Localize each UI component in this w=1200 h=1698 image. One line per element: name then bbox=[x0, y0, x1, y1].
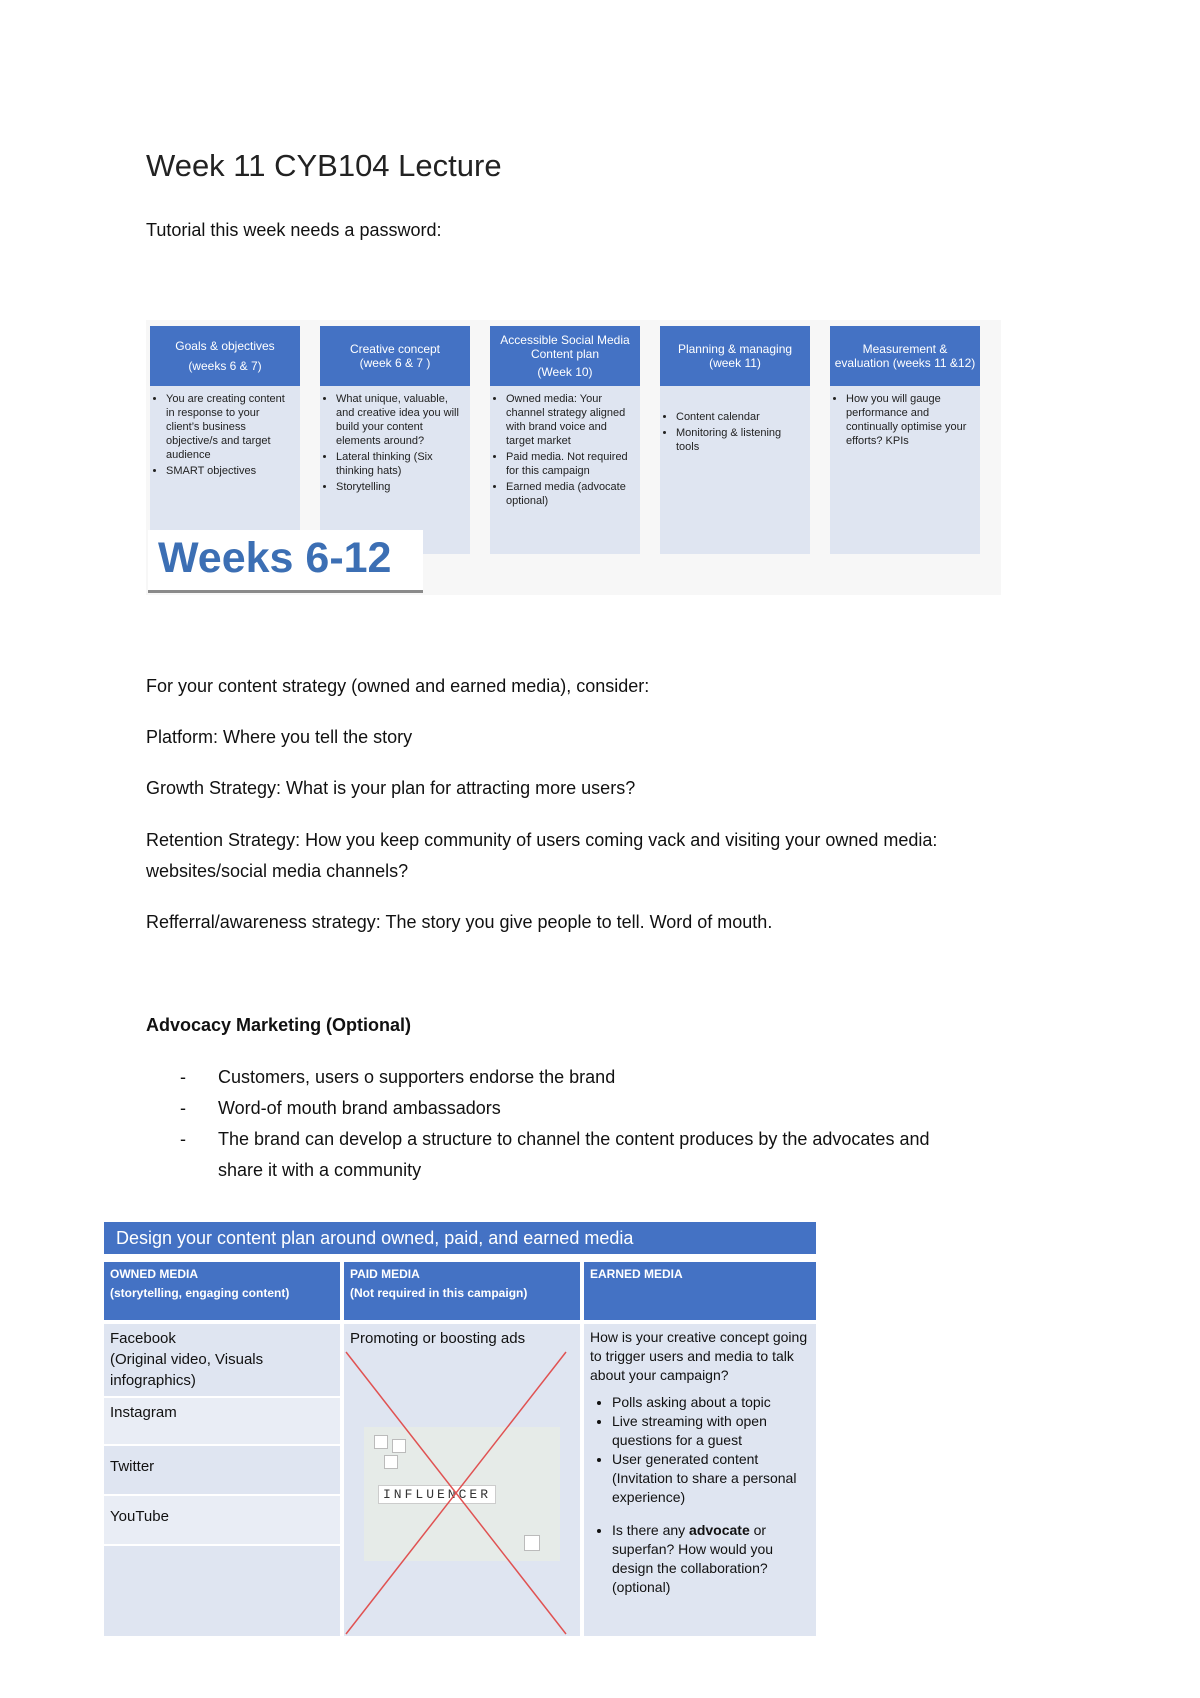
weeks-label: Weeks 6-12 bbox=[148, 530, 423, 590]
advocate-bold: advocate bbox=[689, 1522, 750, 1538]
earned-item-advocate bbox=[612, 1521, 810, 1597]
column-header bbox=[660, 326, 810, 386]
strategy-growth: Growth Strategy: What is your plan for attracting more users? bbox=[146, 778, 636, 798]
advocacy-heading: Advocacy Marketing (Optional) bbox=[146, 1015, 412, 1035]
column-bullet: • Storytelling bbox=[336, 480, 464, 494]
column-title: Planning & managing bbox=[677, 342, 793, 356]
owned-media-header bbox=[104, 1262, 340, 1320]
advocacy-list bbox=[180, 1062, 1060, 1186]
earned-item: • User generated content (Invitation to share a personal experience) bbox=[612, 1450, 810, 1507]
list-item-text: The brand can develop a structure to channel the content produces by the advocates and bbox=[218, 1129, 930, 1149]
influencer-tiles: INFLUENCER bbox=[378, 1485, 496, 1504]
advocate-text: Is there any bbox=[612, 1522, 690, 1538]
earned-media-header bbox=[584, 1262, 816, 1320]
weeks-diagram bbox=[146, 320, 1001, 595]
not-required-cross bbox=[344, 1324, 580, 1636]
diagram-column-content-plan bbox=[490, 326, 640, 554]
column-bullet: • Owned media: Your channel strategy aligned with brand voice and target market bbox=[506, 392, 634, 448]
column-bullet: • Earned media (advocate optional) bbox=[506, 480, 634, 508]
media-table-banner: Design your content plan around owned, paid, and earned media bbox=[104, 1222, 816, 1254]
header-title: PAID MEDIA bbox=[350, 1267, 420, 1281]
advocate-text: or superfan? How would you design the collaboration? (optional) bbox=[612, 1522, 774, 1595]
diagram-column-planning bbox=[660, 326, 810, 554]
column-weeks: (week 6 & 7 ) bbox=[359, 356, 431, 370]
earned-media-cell bbox=[584, 1324, 816, 1636]
diagram-column-goals bbox=[150, 326, 300, 554]
column-bullet: • You are creating content in response to your client’s business objective/s and target audience bbox=[166, 392, 294, 462]
list-item-text: Customers, users o supporters endorse the brand bbox=[218, 1067, 616, 1087]
header-subtitle: (Not required in this campaign) bbox=[350, 1286, 528, 1300]
paid-text: Promoting or boosting ads bbox=[350, 1330, 526, 1347]
row-title: YouTube bbox=[110, 1508, 169, 1525]
list-item-text: share it with a community bbox=[218, 1160, 422, 1180]
strategy-platform: Platform: Where you tell the story bbox=[146, 727, 413, 747]
strategy-referral: Refferral/awareness strategy: The story you give people to tell. Word of mouth. bbox=[146, 912, 773, 932]
page-title: Week 11 CYB104 Lecture bbox=[146, 148, 502, 183]
strategy-retention: Retention Strategy: How you keep community of users coming vack and visiting your owned media: bbox=[146, 830, 938, 850]
column-title: Measurement & evaluation (weeks 11 &12) bbox=[834, 342, 976, 370]
tutorial-note: Tutorial this week needs a password: bbox=[146, 220, 442, 240]
column-bullet: • SMART objectives bbox=[166, 464, 294, 478]
column-title: Accessible Social Media Content plan bbox=[500, 333, 630, 361]
column-title: Goals & objectives bbox=[175, 339, 275, 353]
row-title: Twitter bbox=[110, 1458, 155, 1475]
row-detail: infographics) bbox=[110, 1372, 196, 1389]
column-weeks: (week 11) bbox=[709, 356, 761, 370]
list-item: - The brand can develop a structure to channel the content produces by the advocates and bbox=[180, 1124, 1060, 1155]
column-header bbox=[830, 326, 980, 386]
column-bullet: • What unique, valuable, and creative idea you will build your content elements around? bbox=[336, 392, 464, 448]
strategy-intro: For your content strategy (owned and earned media), consider: bbox=[146, 676, 650, 696]
strategy-retention-cont: websites/social media channels? bbox=[146, 861, 409, 881]
column-header bbox=[150, 326, 300, 386]
media-table bbox=[104, 1222, 816, 1636]
column-bullet: • Content calendar bbox=[676, 410, 804, 424]
owned-row-instagram bbox=[104, 1398, 340, 1444]
owned-row-twitter bbox=[104, 1446, 340, 1494]
weeks-underline bbox=[148, 590, 423, 593]
earned-item: • Polls asking about a topic bbox=[612, 1393, 810, 1412]
owned-row-empty bbox=[104, 1546, 340, 1636]
list-item-continued bbox=[180, 1155, 1060, 1186]
diagram-column-creative bbox=[320, 326, 470, 554]
list-item: - Word-of mouth brand ambassadors bbox=[180, 1093, 1060, 1124]
earned-advocate-list bbox=[590, 1521, 810, 1597]
row-detail: (Original video, Visuals bbox=[110, 1351, 264, 1368]
header-title: OWNED MEDIA bbox=[110, 1267, 198, 1281]
owned-row-youtube bbox=[104, 1496, 340, 1544]
column-body bbox=[150, 386, 300, 554]
column-header bbox=[490, 326, 640, 386]
owned-row-facebook bbox=[104, 1324, 340, 1396]
row-title: Facebook bbox=[110, 1330, 176, 1347]
column-body bbox=[660, 386, 810, 554]
header-subtitle: (storytelling, engaging content) bbox=[110, 1286, 290, 1300]
column-weeks: (weeks 6 & 7) bbox=[188, 359, 262, 373]
column-bullet: • Lateral thinking (Six thinking hats) bbox=[336, 450, 464, 478]
row-title: Instagram bbox=[110, 1404, 177, 1421]
column-bullet: • Paid media. Not required for this campaign bbox=[506, 450, 634, 478]
earned-item: • Live streaming with open questions for a guest bbox=[612, 1412, 810, 1450]
column-title: Creative concept bbox=[349, 342, 441, 356]
column-bullet: • Monitoring & listening tools bbox=[676, 426, 804, 454]
diagram-column-measurement bbox=[830, 326, 980, 554]
list-item: - Customers, users o supporters endorse the brand bbox=[180, 1062, 1060, 1093]
paid-media-header bbox=[344, 1262, 580, 1320]
column-body bbox=[830, 386, 980, 554]
column-body bbox=[320, 386, 470, 554]
list-item-text: Word-of mouth brand ambassadors bbox=[218, 1098, 501, 1118]
earned-intro: How is your creative concept going to trigger users and media to talk about your campaign? bbox=[590, 1329, 808, 1383]
header-title: EARNED MEDIA bbox=[590, 1267, 683, 1281]
earned-list bbox=[590, 1393, 810, 1507]
column-weeks: (Week 10) bbox=[537, 365, 593, 379]
column-header bbox=[320, 326, 470, 386]
column-bullet: • How you will gauge performance and continually optimise your efforts? KPIs bbox=[846, 392, 974, 448]
column-body bbox=[490, 386, 640, 554]
